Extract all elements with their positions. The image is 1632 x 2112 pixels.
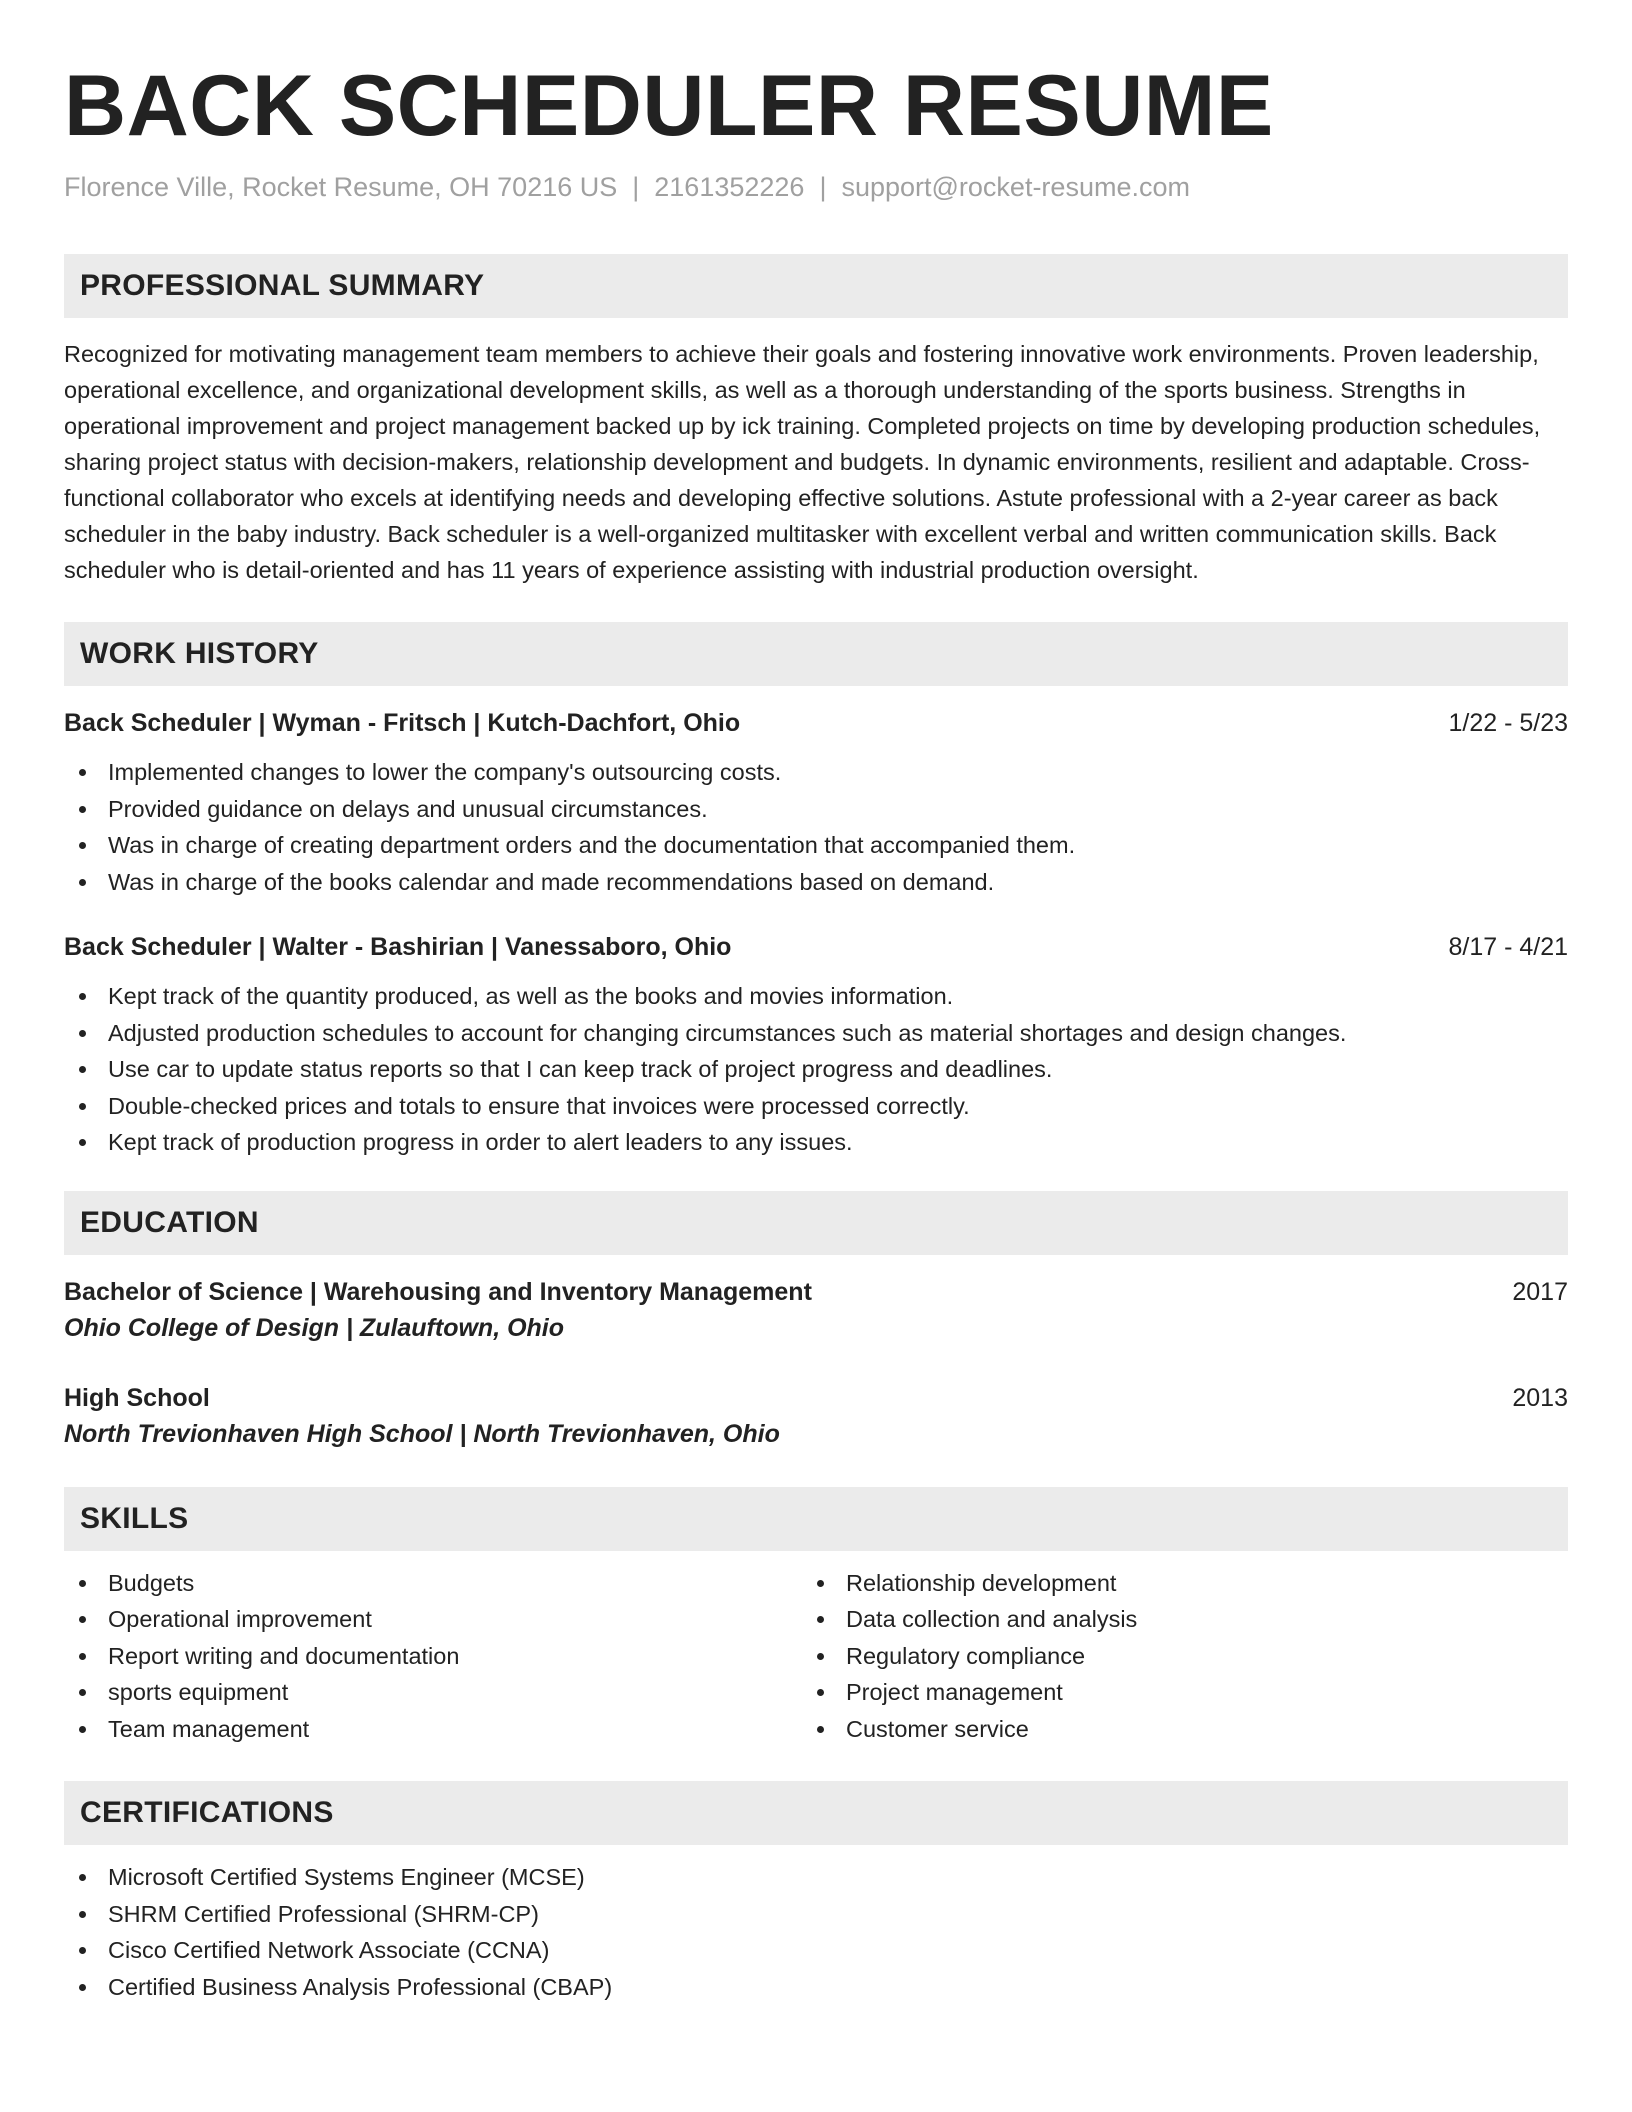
certification-item: SHRM Certified Professional (SHRM-CP) <box>64 1896 1568 1933</box>
skill-item: Data collection and analysis <box>802 1601 1540 1638</box>
education-year: 2013 <box>1512 1383 1568 1412</box>
section-heading-education: EDUCATION <box>64 1191 1568 1255</box>
job-bullet: Was in charge of the books calendar and made recommendations based on demand. <box>64 864 1568 901</box>
job-bullet: Double-checked prices and totals to ensure that invoices were processed correctly. <box>64 1088 1568 1125</box>
education-entry <box>64 1275 1568 1347</box>
job-title-line: Back Scheduler | Wyman - Fritsch | Kutch-Dachfort, Ohio <box>64 709 741 737</box>
education-degree: Bachelor of Science | Warehousing and Inventory Management <box>64 1277 812 1306</box>
education-section <box>64 1191 1568 1453</box>
skills-list-left <box>64 1565 802 1748</box>
skill-item: Relationship development <box>802 1565 1540 1602</box>
skill-item: Budgets <box>64 1565 802 1602</box>
skill-item: Regulatory compliance <box>802 1638 1540 1675</box>
section-heading-summary: PROFESSIONAL SUMMARY <box>64 254 1568 318</box>
work-history-section <box>64 622 1568 1161</box>
education-header <box>64 1381 1568 1415</box>
skill-item: Team management <box>64 1711 802 1748</box>
job-bullet: Kept track of the quantity produced, as well as the books and movies information. <box>64 978 1568 1015</box>
education-degree: High School <box>64 1383 210 1412</box>
skill-item: Project management <box>802 1674 1540 1711</box>
job-bullets <box>64 978 1568 1161</box>
job-bullet: Adjusted production schedules to account for changing circumstances such as material shortages and design changes. <box>64 1015 1568 1052</box>
certifications-section <box>64 1781 1568 2005</box>
job-bullet: Was in charge of creating department orders and the documentation that accompanied them. <box>64 827 1568 864</box>
certifications-list <box>64 1859 1568 2005</box>
job-header <box>64 930 1568 964</box>
job-bullets <box>64 754 1568 900</box>
skill-item: sports equipment <box>64 1674 802 1711</box>
skills-columns <box>64 1565 1568 1748</box>
skills-list-right <box>802 1565 1540 1748</box>
job-title-line: Back Scheduler | Walter - Bashirian | Vanessaboro, Ohio <box>64 933 732 961</box>
section-heading-work: WORK HISTORY <box>64 622 1568 686</box>
job-dates: 1/22 - 5/23 <box>1448 709 1568 737</box>
job-entry <box>64 706 1568 900</box>
contact-separator: | <box>819 172 827 202</box>
job-bullet: Kept track of production progress in order to alert leaders to any issues. <box>64 1124 1568 1161</box>
section-heading-certifications: CERTIFICATIONS <box>64 1781 1568 1845</box>
education-year: 2017 <box>1512 1277 1568 1306</box>
skill-item: Report writing and documentation <box>64 1638 802 1675</box>
skills-section <box>64 1487 1568 1748</box>
job-bullet: Provided guidance on delays and unusual circumstances. <box>64 791 1568 828</box>
summary-text: Recognized for motivating management team members to achieve their goals and fostering innovative work environments. Proven leadership, operational excellence, and organizational development skills, as well as a thorough understanding of the sports business. Strengths in operational improvement and project management backed up by ick training. Completed projects on time by developing production schedules, sharing project status with decision-makers, relationship development and budgets. In dynamic environments, resilient and adaptable. Cross-functional collaborator who excels at identifying needs and developing effective solutions. Astute professional with a 2-year career as back scheduler in the baby industry. Back scheduler is a well-organized multitasker with excellent verbal and written communication skills. Back scheduler who is detail-oriented and has 11 years of experience assisting with industrial production oversight. <box>64 341 1541 583</box>
skill-item: Operational improvement <box>64 1601 802 1638</box>
education-school: North Trevionhaven High School | North Trevionhaven, Ohio <box>64 1419 780 1448</box>
certification-item: Cisco Certified Network Associate (CCNA) <box>64 1932 1568 1969</box>
contact-line <box>64 170 1568 204</box>
contact-address: Florence Ville, Rocket Resume, OH 70216 US <box>64 172 618 202</box>
job-dates: 8/17 - 4/21 <box>1448 933 1568 961</box>
education-school: Ohio College of Design | Zulauftown, Ohio <box>64 1313 565 1342</box>
job-bullet: Use car to update status reports so that I can keep track of project progress and deadlines. <box>64 1051 1568 1088</box>
job-entry <box>64 930 1568 1161</box>
education-header <box>64 1275 1568 1309</box>
job-header <box>64 706 1568 740</box>
section-heading-skills: SKILLS <box>64 1487 1568 1551</box>
resume-title: BACK SCHEDULER RESUME <box>64 58 1274 154</box>
contact-phone: 2161352226 <box>654 172 805 202</box>
contact-separator: | <box>632 172 640 202</box>
contact-email: support@rocket-resume.com <box>841 172 1190 202</box>
certification-item: Microsoft Certified Systems Engineer (MCSE) <box>64 1859 1568 1896</box>
skill-item: Customer service <box>802 1711 1540 1748</box>
education-entry <box>64 1381 1568 1453</box>
job-bullet: Implemented changes to lower the company's outsourcing costs. <box>64 754 1568 791</box>
professional-summary-section <box>64 254 1568 588</box>
certification-item: Certified Business Analysis Professional (CBAP) <box>64 1969 1568 2006</box>
